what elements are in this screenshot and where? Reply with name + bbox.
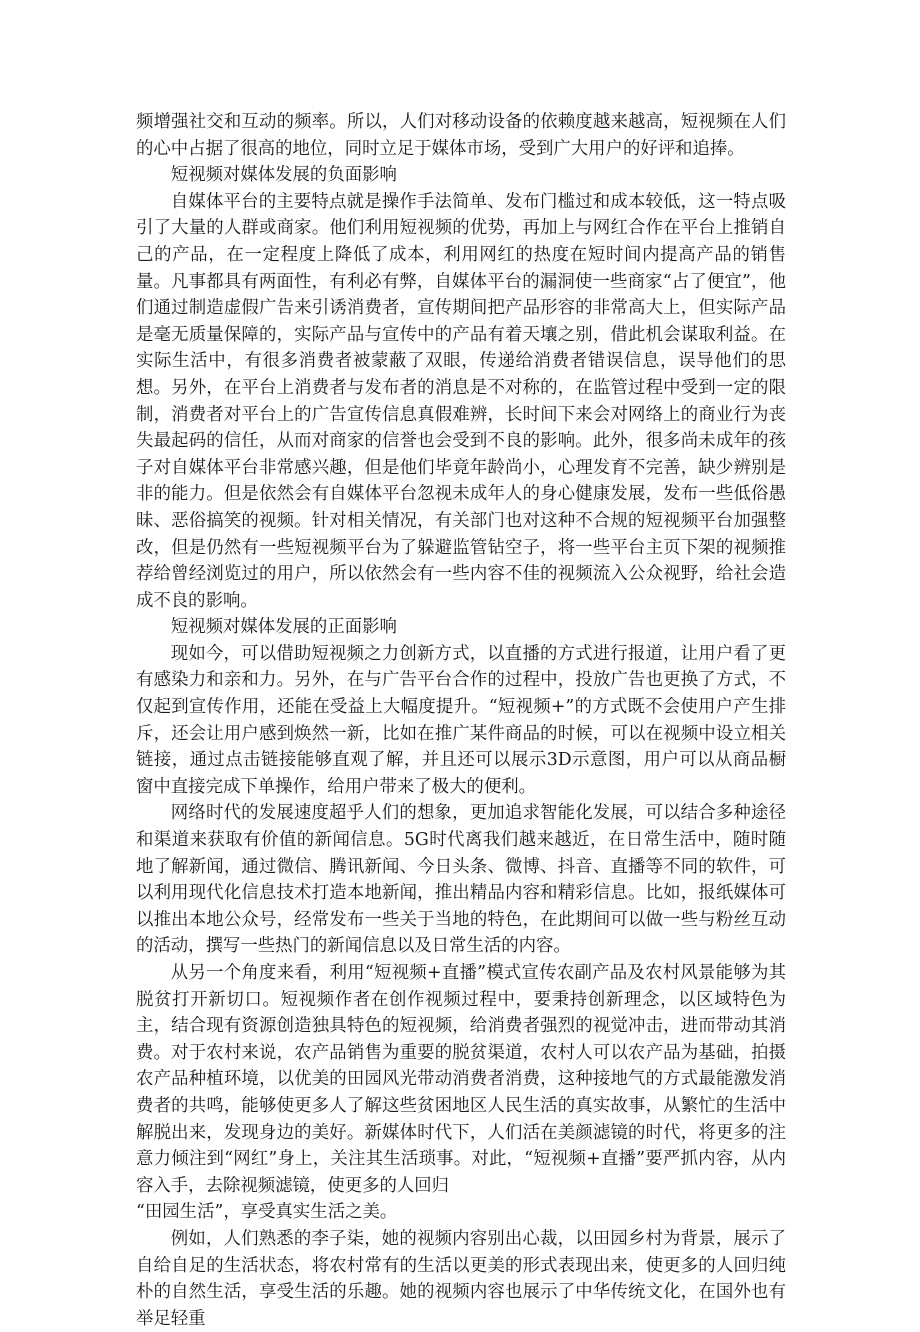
section-heading-positive-impact: 短视频对媒体发展的正面影响 <box>170 617 397 638</box>
paragraph-live-broadcast: 现如今，可以借助短视频之力创新方式，以直播的方式进行报道，让用户看了更有感染力和亲和力。另外，在与广告平台合作的过程中，投放广告也更换了方式，不仅起到宣传作用，还能在受益上大幅度提升。“短视频+”的方式既不会使用户产生排斥，还会让用户感到焕然一新，比如在推广某件商品的时候，可以在视频中设立相关链接，通过点击链接能够直观了解，并且还可以展示3D示意图，用户可以从商品橱窗中直接完成下单操作，给用户带来了极大的便利。 <box>136 643 786 797</box>
paragraph-rural-life: “田园生活”，享受真实生活之美。 <box>136 1202 398 1223</box>
paragraph-example-li-ziqi: 例如，人们熟悉的李子柒，她的视频内容别出心裁，以田园乡村为背景，展示了自给自足的生活状态，将农村常有的生活以更美的形式表现出来，使更多的人回归纯朴的自然生活，享受生活的乐趣。她的视频内容也展示了中华传统文化，在国外也有举足轻重 <box>136 1228 786 1329</box>
document-page <box>136 109 786 1332</box>
section-heading-negative-impact: 短视频对媒体发展的负面影响 <box>170 165 397 186</box>
paragraph-rural-promotion: 从另一个角度来看，利用“短视频+直播”模式宣传农副产品及农村风景能够为其脱贫打开新切口。短视频作者在创作视频过程中，要秉持创新理念，以区域特色为主，结合现有资源创造独具特色的短视频，给消费者强烈的视觉冲击，进而带动其消费。对于农村来说，农产品销售为重要的脱贫渠道，农村人可以农产品为基础，拍摄农产品种植环境，以优美的田园风光带动消费者消费，这种接地气的方式最能激发消费者的共鸣，能够使更多人了解这些贫困地区人民生活的真实故事，从繁忙的生活中解脱出来，发现身边的美好。新媒体时代下，人们活在美颜滤镜的时代，将更多的注意力倾注到“网红”身上，关注其生活琐事。对此，“短视频+直播”要严抓内容，从内容入手，去除视频滤镜，使更多的人回归 <box>136 963 786 1196</box>
paragraph-negative-impact: 自媒体平台的主要特点就是操作手法简单、发布门槛过和成本较低，这一特点吸引了大量的人群或商家。他们利用短视频的优势，再加上与网红合作在平台上推销自己的产品，在一定程度上降低了成本，利用网红的热度在短时间内提高产品的销售量。凡事都具有两面性，有利必有弊，自媒体平台的漏洞使一些商家“占了便宜”，他们通过制造虚假广告来引诱消费者，宣传期间把产品形容的非常高大上，但实际产品是毫无质量保障的，实际产品与宣传中的产品有着天壤之别，借此机会谋取利益。在实际生活中，有很多消费者被蒙蔽了双眼，传递给消费者错误信息，误导他们的思想。另外，在平台上消费者与发布者的消息是不对称的，在监管过程中受到一定的限制，消费者对平台上的广告宣传信息真假难辨，长时间下来会对网络上的商业行为丧失最起码的信任，从而对商家的信誉也会受到不良的影响。此外，很多尚未成年的孩子对自媒体平台非常感兴趣，但是他们毕竟年龄尚小，心理发育不完善，缺少辨别是非的能力。但是依然会有自媒体平台忽视未成年人的身心健康发展，发布一些低俗愚昧、恶俗搞笑的视频。针对相关情况，有关部门也对这种不合规的短视频平台加强整改，但是仍然有一些短视频平台为了躲避监管钻空子，将一些平台主页下架的视频推荐给曾经浏览过的用户，所以依然会有一些内容不佳的视频流入公众视野，给社会造成不良的影响。 <box>136 191 786 611</box>
paragraph-5g-news: 网络时代的发展速度超乎人们的想象，更加追求智能化发展，可以结合多种途径和渠道来获取有价值的新闻信息。5G时代离我们越来越近，在日常生活中，随时随地了解新闻，通过微信、腾讯新闻、今日头条、微博、抖音、直播等不同的软件，可以利用现代化信息技术打造本地新闻，推出精品内容和精彩信息。比如，报纸媒体可以推出本地公众号，经常发布一些关于当地的特色，在此期间可以做一些与粉丝互动的活动，撰写一些热门的新闻信息以及日常生活的内容。 <box>136 803 786 957</box>
paragraph-intro: 频增强社交和互动的频率。所以，人们对移动设备的依赖度越来越高，短视频在人们的心中占据了很高的地位，同时立足于媒体市场，受到广大用户的好评和追捧。 <box>136 112 786 159</box>
